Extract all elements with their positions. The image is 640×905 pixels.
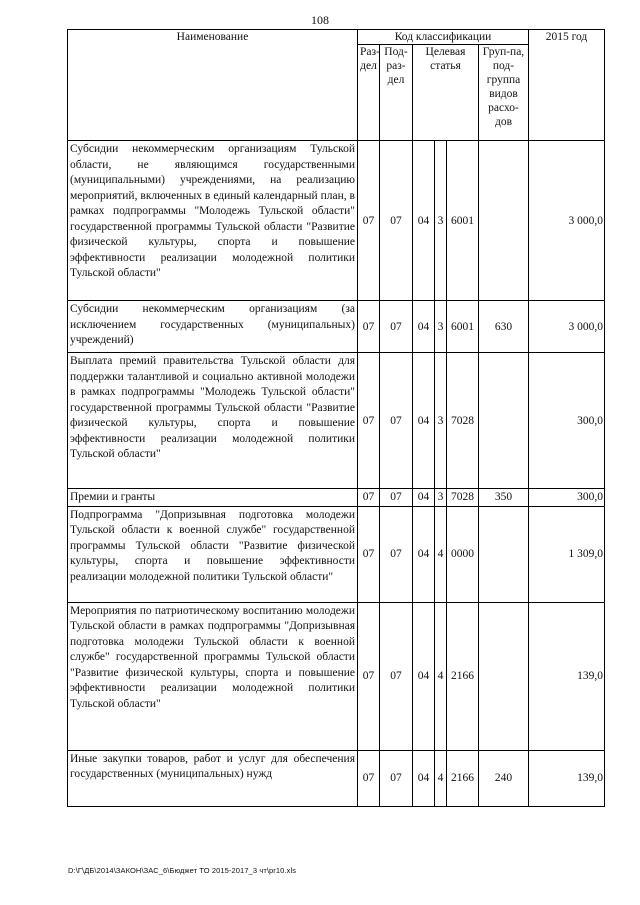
row-name: Иные закупки товаров, работ и услуг для обеспечения государственных (муниципальных) нужд — [68, 750, 358, 806]
section-code: 07 — [358, 301, 380, 353]
subsection-code: 07 — [380, 750, 413, 806]
subsection-code: 07 — [380, 489, 413, 507]
table-row — [68, 506, 605, 602]
subsection-code: 07 — [380, 353, 413, 489]
header-section: Раз-дел — [358, 45, 380, 141]
expense-type-code — [479, 602, 529, 750]
header-row-top — [68, 30, 605, 45]
row-name: Выплата премий правительства Тульской области для поддержки талантливой и социально активной молодежи в рамках подпрограммы "Молодежь Тульской области" государственной программы Тульской области "Развитие физической культуры, спорта и повышение эффективности реализации молодежной политики Тульской области" — [68, 353, 358, 489]
expense-type-code — [479, 141, 529, 301]
header-target-article: Целевая статья — [413, 45, 479, 141]
table-row — [68, 602, 605, 750]
header-subsection: Под-раз-дел — [380, 45, 413, 141]
target-code-program: 04 — [413, 353, 435, 489]
target-code-program: 04 — [413, 301, 435, 353]
section-code: 07 — [358, 506, 380, 602]
subsection-code: 07 — [380, 141, 413, 301]
file-path-footer: D:\Г\ДБ\2014\ЗАКОН\ЗАС_6\Бюджет ТО 2015-2017_3 чт\pr10.xls — [68, 866, 297, 875]
expense-type-code — [479, 353, 529, 489]
amount-2015: 139,0 — [529, 602, 605, 750]
page-number: 108 — [311, 13, 329, 27]
target-code-program: 04 — [413, 141, 435, 301]
expense-type-code: 630 — [479, 301, 529, 353]
table-row — [68, 489, 605, 507]
target-code-item: 6001 — [447, 141, 479, 301]
table-row — [68, 750, 605, 806]
row-name: Мероприятия по патриотическому воспитанию молодежи Тульской области в рамках подпрограммы "Допризывная подготовка молодежи Тульской области к военной службе" государственной программы Тульской области "Развитие физической культуры, спорта и повышение эффективности реализации молодежной политики Тульской области" — [68, 602, 358, 750]
row-name: Субсидии некоммерческим организациям Тульской области, не являющимся государственными (муниципальными) учреждениями, на реализацию мероприятий, включенных в единый календарный план, в рамках подпрограммы "Молодежь Тульской области" государственной программы Тульской области "Развитие физической культуры, спорта и повышение эффективности реализации молодежной политики Тульской области" — [68, 141, 358, 301]
row-name: Премии и гранты — [68, 489, 358, 507]
table-row — [68, 353, 605, 489]
table-row — [68, 141, 605, 301]
header-expense-group: Груп-па, под-группа видов расхо-дов — [479, 45, 529, 141]
amount-2015: 139,0 — [529, 750, 605, 806]
expense-type-code — [479, 506, 529, 602]
row-name: Подпрограмма "Допризывная подготовка молодежи Тульской области к военной службе" государственной программы Тульской области "Развитие физической культуры, спорта и повышение эффективности реализации молодежной политики Тульской области" — [68, 506, 358, 602]
subsection-code: 07 — [380, 506, 413, 602]
target-code-subprogram: 3 — [435, 141, 447, 301]
target-code-subprogram: 3 — [435, 489, 447, 507]
target-code-item: 0000 — [447, 506, 479, 602]
target-code-subprogram: 4 — [435, 602, 447, 750]
target-code-subprogram: 4 — [435, 506, 447, 602]
amount-2015: 3 000,0 — [529, 141, 605, 301]
expense-type-code: 350 — [479, 489, 529, 507]
target-code-program: 04 — [413, 750, 435, 806]
header-name: Наименование — [68, 30, 358, 141]
target-code-subprogram: 3 — [435, 353, 447, 489]
subsection-code: 07 — [380, 301, 413, 353]
section-code: 07 — [358, 141, 380, 301]
section-code: 07 — [358, 353, 380, 489]
section-code: 07 — [358, 602, 380, 750]
amount-2015: 300,0 — [529, 489, 605, 507]
table-body — [68, 141, 605, 807]
table-row — [68, 301, 605, 353]
section-code: 07 — [358, 750, 380, 806]
target-code-program: 04 — [413, 506, 435, 602]
amount-2015: 3 000,0 — [529, 301, 605, 353]
target-code-item: 2166 — [447, 602, 479, 750]
target-code-program: 04 — [413, 489, 435, 507]
header-classification: Код классификации — [358, 30, 529, 45]
subsection-code: 07 — [380, 602, 413, 750]
header-year: 2015 год — [529, 30, 605, 141]
target-code-item: 2166 — [447, 750, 479, 806]
amount-2015: 300,0 — [529, 353, 605, 489]
target-code-program: 04 — [413, 602, 435, 750]
budget-table — [67, 29, 605, 807]
row-name: Субсидии некоммерческим организациям (за исключением государственных (муниципальных) учреждений) — [68, 301, 358, 353]
expense-type-code: 240 — [479, 750, 529, 806]
section-code: 07 — [358, 489, 380, 507]
amount-2015: 1 309,0 — [529, 506, 605, 602]
target-code-item: 7028 — [447, 489, 479, 507]
target-code-subprogram: 3 — [435, 301, 447, 353]
target-code-item: 7028 — [447, 353, 479, 489]
target-code-item: 6001 — [447, 301, 479, 353]
target-code-subprogram: 4 — [435, 750, 447, 806]
